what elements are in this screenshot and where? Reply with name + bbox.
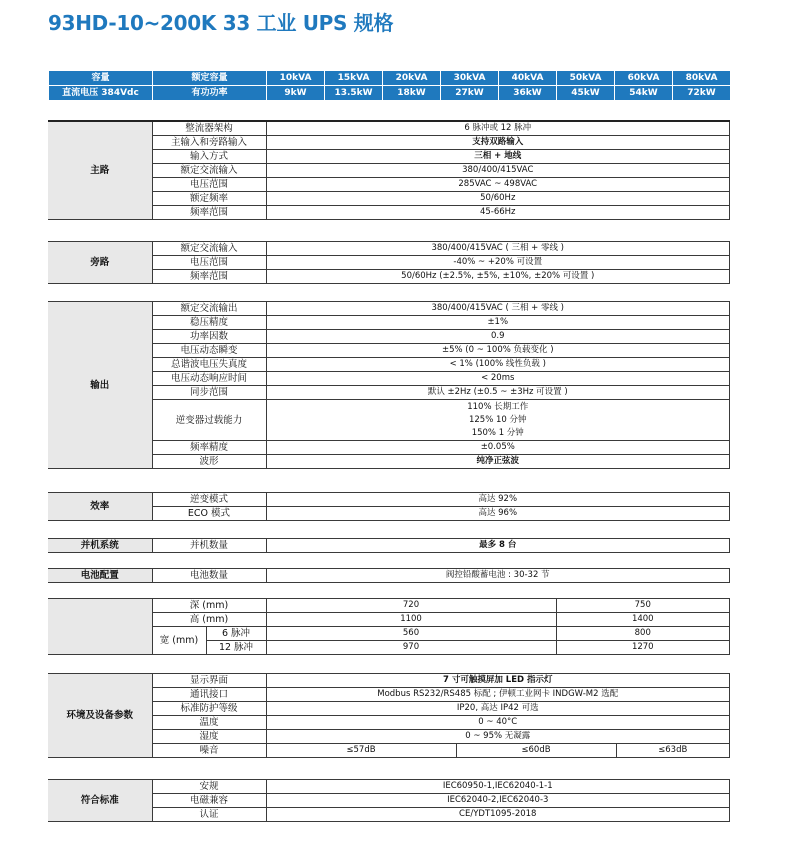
kva-cell: 30kVA xyxy=(441,71,499,86)
spec-label: 电压范围 xyxy=(152,256,266,270)
spec-value: 380/400/415VAC ( 三相 + 零线 ) xyxy=(266,302,730,316)
spec-label: 湿度 xyxy=(152,730,266,744)
overload-line: 110% 长期工作 xyxy=(467,401,529,412)
spec-value: 阀控铅酸蓄电池 : 30-32 节 xyxy=(266,569,730,583)
environment-table xyxy=(48,673,730,758)
spec-value: 560 xyxy=(266,627,556,641)
active-power-label: 有功功率 xyxy=(153,86,267,101)
spec-label: 宽 (mm) xyxy=(152,627,206,655)
spec-value: ±1% xyxy=(266,316,730,330)
spec-value: 0 ~ 95% 无凝露 xyxy=(266,730,730,744)
spec-label: 额定交流输入 xyxy=(152,164,266,178)
spec-label: 额定交流输入 xyxy=(152,242,266,256)
kw-cell: 45kW xyxy=(557,86,615,101)
spec-label: 温度 xyxy=(152,716,266,730)
section-battery: 电池配置 xyxy=(48,569,152,583)
spec-label: 电磁兼容 xyxy=(152,794,266,808)
spec-value: 6 脉冲或 12 脉冲 xyxy=(266,121,730,136)
spec-sublabel: 6 脉冲 xyxy=(206,627,266,641)
spec-value: 50/60Hz xyxy=(266,192,730,206)
capacity-label: 容量 xyxy=(49,71,153,86)
spec-label: 同步范围 xyxy=(152,386,266,400)
kw-cell: 27kW xyxy=(441,86,499,101)
efficiency-table xyxy=(48,492,730,521)
capacity-header-table xyxy=(48,70,731,101)
spec-value: 最多 8 台 xyxy=(266,539,730,553)
spec-value: 纯净正弦波 xyxy=(266,455,730,469)
spec-value: ±0.05% xyxy=(266,441,730,455)
spec-label: 电压动态瞬变 xyxy=(152,344,266,358)
kva-cell: 40kVA xyxy=(499,71,557,86)
spec-value: 970 xyxy=(266,641,556,655)
kva-cell: 50kVA xyxy=(557,71,615,86)
spec-label: 额定频率 xyxy=(152,192,266,206)
spec-label: 功率因数 xyxy=(152,330,266,344)
spec-value: 0.9 xyxy=(266,330,730,344)
spec-value: < 20ms xyxy=(266,372,730,386)
spec-value: CE/YDT1095-2018 xyxy=(266,808,730,822)
overload-line: 125% 10 分钟 xyxy=(468,414,527,425)
spec-label: 频率范围 xyxy=(152,270,266,284)
kw-cell: 36kW xyxy=(499,86,557,101)
spec-value: 高达 96% xyxy=(266,507,730,521)
spec-label: 频率范围 xyxy=(152,206,266,220)
kw-cell: 18kW xyxy=(383,86,441,101)
page-title: 93HD-10~200K 33 工业 UPS 规格 xyxy=(48,11,394,35)
spec-value: 380/400/415VAC xyxy=(266,164,730,178)
overload-line: 150% 1 分钟 xyxy=(471,427,524,438)
spec-label: 整流器架构 xyxy=(152,121,266,136)
spec-label: 安规 xyxy=(152,780,266,794)
spec-label: 显示界面 xyxy=(152,674,266,688)
spec-label: 标准防护等级 xyxy=(152,702,266,716)
spec-label: 波形 xyxy=(152,455,266,469)
spec-value: 支持双路输入 xyxy=(266,136,730,150)
dc-voltage-label: 直流电压 384Vdc xyxy=(49,86,153,101)
spec-value: ≤60dB xyxy=(456,744,616,758)
spec-label: 通讯接口 xyxy=(152,688,266,702)
kw-cell: 9kW xyxy=(267,86,325,101)
spec-value: 高达 92% xyxy=(266,493,730,507)
section-main: 主路 xyxy=(48,121,152,220)
section-efficiency: 效率 xyxy=(48,493,152,521)
spec-value: 720 xyxy=(266,599,556,613)
spec-sublabel: 12 脉冲 xyxy=(206,641,266,655)
main-circuit-table xyxy=(48,120,730,220)
spec-value: ≤57dB xyxy=(266,744,456,758)
kw-cell: 13.5kW xyxy=(325,86,383,101)
spec-value: -40% ~ +20% 可设置 xyxy=(266,256,730,270)
kva-cell: 20kVA xyxy=(383,71,441,86)
spec-label: 输入方式 xyxy=(152,150,266,164)
spec-value: ≤63dB xyxy=(616,744,730,758)
kw-cell: 72kW xyxy=(673,86,731,101)
spec-label: 并机数量 xyxy=(152,539,266,553)
spec-value: 1400 xyxy=(556,613,729,627)
spec-label: 逆变模式 xyxy=(152,493,266,507)
spec-label: 额定交流输出 xyxy=(152,302,266,316)
spec-label: 噪音 xyxy=(152,744,266,758)
section-dimensions xyxy=(48,599,152,655)
spec-value: ±5% (0 ~ 100% 负载变化 ) xyxy=(266,344,730,358)
parallel-table xyxy=(48,538,730,553)
kva-cell: 80kVA xyxy=(673,71,731,86)
section-standards: 符合标准 xyxy=(48,780,152,822)
spec-value: 三相 + 地线 xyxy=(266,150,730,164)
spec-label: 电压动态响应时间 xyxy=(152,372,266,386)
spec-label: 频率精度 xyxy=(152,441,266,455)
spec-value: IEC62040-2,IEC62040-3 xyxy=(266,794,730,808)
kva-cell: 60kVA xyxy=(615,71,673,86)
spec-value: 50/60Hz (±2.5%, ±5%, ±10%, ±20% 可设置 ) xyxy=(266,270,730,284)
kva-cell: 10kVA xyxy=(267,71,325,86)
spec-value: 0 ~ 40°C xyxy=(266,716,730,730)
spec-value: 默认 ±2Hz (±0.5 ~ ±3Hz 可设置 ) xyxy=(266,386,730,400)
bypass-table xyxy=(48,241,730,284)
spec-label: 电池数量 xyxy=(152,569,266,583)
section-environment: 环境及设备参数 xyxy=(48,674,152,758)
section-bypass: 旁路 xyxy=(48,242,152,284)
spec-value: 1270 xyxy=(556,641,729,655)
spec-value: 380/400/415VAC ( 三相 + 零线 ) xyxy=(266,242,730,256)
overload-value xyxy=(266,400,730,441)
dimensions-table xyxy=(48,598,730,655)
spec-value: 285VAC ~ 498VAC xyxy=(266,178,730,192)
spec-value: Modbus RS232/RS485 标配 ; 伊顿工业网卡 INDGW-M2 选配 xyxy=(266,688,730,702)
standards-table xyxy=(48,779,730,822)
spec-label: 主输入和旁路输入 xyxy=(152,136,266,150)
battery-table xyxy=(48,568,730,583)
output-table xyxy=(48,301,730,469)
spec-value: < 1% (100% 线性负载 ) xyxy=(266,358,730,372)
section-parallel: 并机系统 xyxy=(48,539,152,553)
spec-value: 45-66Hz xyxy=(266,206,730,220)
spec-label: ECO 模式 xyxy=(152,507,266,521)
spec-value: 750 xyxy=(556,599,729,613)
spec-label: 稳压精度 xyxy=(152,316,266,330)
spec-value: 1100 xyxy=(266,613,556,627)
rated-capacity-label: 额定容量 xyxy=(153,71,267,86)
spec-value: 7 寸可触摸屏加 LED 指示灯 xyxy=(266,674,730,688)
spec-label: 认证 xyxy=(152,808,266,822)
spec-label: 深 (mm) xyxy=(152,599,266,613)
spec-value: IP20, 高达 IP42 可选 xyxy=(266,702,730,716)
section-output: 输出 xyxy=(48,302,152,469)
spec-label: 逆变器过载能力 xyxy=(152,400,266,441)
kva-cell: 15kVA xyxy=(325,71,383,86)
kw-cell: 54kW xyxy=(615,86,673,101)
spec-label: 电压范围 xyxy=(152,178,266,192)
spec-label: 高 (mm) xyxy=(152,613,266,627)
spec-value: IEC60950-1,IEC62040-1-1 xyxy=(266,780,730,794)
spec-label: 总谐波电压失真度 xyxy=(152,358,266,372)
spec-value: 800 xyxy=(556,627,729,641)
